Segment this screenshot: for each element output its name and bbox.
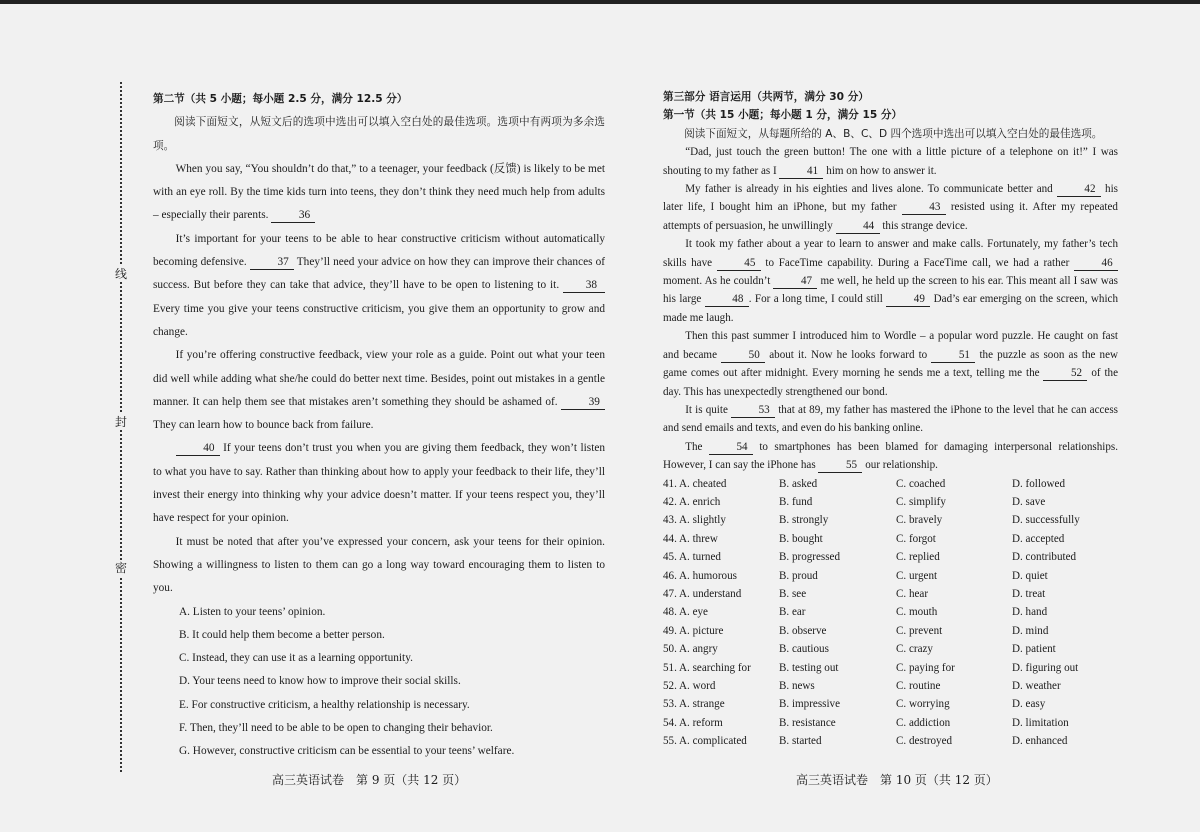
choice[interactable]: 49. A. picture [663,624,724,637]
text: our relationship. [865,459,938,472]
choice[interactable]: C. destroyed [896,735,953,748]
text: his later life, I bought him an iPhone, but my father [663,183,1118,214]
choice[interactable]: 52. A. word [663,680,716,692]
question-list [663,475,1118,751]
question-48 [663,603,1118,621]
choice[interactable]: C. addiction [896,716,951,729]
text: . For a long time, I could still [748,293,883,306]
choice[interactable]: B. asked [779,477,818,490]
blank-48[interactable]: 48 [705,292,749,307]
option-b: B. It could help them become a better person. [179,628,385,641]
choice[interactable]: 42. A. enrich [663,495,721,508]
choice[interactable]: C. bravely [896,514,943,527]
section-2-title: 第二节（共 5 小题；每小题 2.5 分，满分 12.5 分） [153,93,408,105]
question-49 [663,622,1118,640]
part-3-title: 第三部分 语言运用（共两节，满分 30 分） [663,91,869,103]
choice[interactable]: 48. A. eye [663,606,708,619]
choice[interactable]: B. cautious [779,643,829,656]
option-f: F. Then, they’ll need to be able to be open to changing their behavior. [179,722,493,735]
choice[interactable]: 54. A. reform [663,716,723,729]
choice[interactable]: B. testing out [779,661,839,674]
choice[interactable]: B. fund [779,495,813,508]
choice[interactable]: B. resistance [779,716,836,729]
blank-37[interactable]: 37 [250,255,294,270]
blank-41[interactable]: 41 [779,164,823,179]
text: If you’re offering constructive feedback, view your role as a guide. Point out what your teen did well while adding what she/he could do better next time. Besides, point out mistakes in a gentle manner. It can help them see that mistakes aren’t something they should be ashamed of. [153,349,605,408]
text: It is quite [685,403,728,416]
text: It’s important for your teens to be able to hear constructive criticism without automatically becoming defensive. [153,232,605,269]
passage-paragraph [663,401,1118,438]
binding-label-mi: 密 [112,560,130,576]
choice[interactable]: D. quiet [1012,569,1048,582]
choice[interactable]: D. patient [1012,643,1056,656]
binding-label-xian: 线 [112,266,130,282]
choice[interactable]: D. followed [1012,477,1065,490]
question-41 [663,475,1118,493]
text: It took my father about a year to learn to answer and make calls. Fortunately, my father’s tech skills have [663,238,1118,269]
page-9 [153,88,605,764]
choice[interactable]: D. figuring out [1012,661,1079,674]
question-50 [663,640,1118,658]
page-10 [663,88,1118,751]
section-1-instructions: 阅读下面短文，从每题所给的 A、B、C、D 四个选项中选出可以填入空白处的最佳选项。 [684,127,1103,140]
choice[interactable]: B. strongly [779,514,829,527]
choice[interactable]: D. contributed [1012,551,1077,564]
blank-51[interactable]: 51 [931,348,975,363]
question-55 [663,732,1118,750]
question-46 [663,567,1118,585]
passage-paragraph [153,344,605,437]
choice[interactable]: C. forgot [896,532,936,545]
choice[interactable]: C. simplify [896,495,946,508]
text: They’ll need your advice on how they can improve their chances of success. But before they can take that advice, they’ll have to be open to listening to it. [153,256,606,292]
choice[interactable]: B. news [779,680,815,692]
option-e: E. For constructive criticism, a healthy relationship is necessary. [179,698,470,711]
page-10-footer: 高三英语试卷 第 10 页（共 12 页） [796,773,998,787]
exam-sheet [0,4,1200,832]
choice[interactable]: C. paying for [896,661,955,674]
choice[interactable]: 53. A. strange [663,698,725,711]
option-a: A. Listen to your teens’ opinion. [179,605,326,618]
blank-45[interactable]: 45 [717,256,761,271]
blank-36[interactable]: 36 [271,208,315,223]
binding-label-feng: 封 [112,414,130,430]
choice[interactable]: C. hear [896,587,929,600]
choice[interactable]: 44. A. threw [663,532,718,545]
choice[interactable]: C. replied [896,551,940,564]
passage-paragraph [153,228,605,344]
text: that at 89, my father has mastered the iPhone to the level that he can access and send emails and texts, and even do his banking online. [663,403,1118,435]
blank-47[interactable]: 47 [773,274,817,289]
choice[interactable]: D. mind [1012,624,1049,637]
choice[interactable]: B. see [779,587,807,600]
passage-paragraph [663,180,1118,235]
choice[interactable]: 43. A. slightly [663,514,726,527]
choice[interactable]: D. save [1012,495,1046,508]
choice[interactable]: 45. A. turned [663,551,721,564]
passage-paragraph [663,143,1118,180]
text: resisted using it. After my repeated attempts of persuasion, he unwillingly [663,201,1118,232]
choice[interactable]: D. hand [1012,606,1048,619]
text: The [685,440,703,453]
choice[interactable]: D. weather [1012,680,1061,692]
text: him on how to answer it. [826,164,937,177]
section-1-title: 第一节（共 15 小题；每小题 1 分，满分 15 分） [663,109,903,122]
question-42 [663,493,1118,511]
choice[interactable]: D. enhanced [1012,735,1068,748]
text: me well, he held up the screen to his ear. This meant all I saw was his large [663,275,1118,306]
choice[interactable]: B. started [779,735,822,748]
choice[interactable]: 47. A. understand [663,587,742,600]
text: of the day. This has unexpectedly strengthened our bond. [663,367,1119,398]
choice[interactable]: C. worrying [896,698,950,711]
passage-paragraph [663,438,1118,475]
text: If your teens don’t trust you when you are giving them feedback, they won’t listen to what you have to say. Rather than thinking about how to apply your feedback to their life, they’ll invest their energy into thinking why your advice doesn’t matter. If your teens respect you, they’ll have respect for your opinion. [153,442,605,525]
choice[interactable]: D. treat [1012,587,1046,600]
question-45 [663,548,1118,566]
blank-52[interactable]: 52 [1043,366,1087,381]
blank-50[interactable]: 50 [721,348,765,363]
blank-40[interactable]: 40 [176,441,220,456]
option-g: G. However, constructive criticism can be essential to your teens’ welfare. [179,745,515,758]
passage-paragraph [153,158,605,228]
choice[interactable]: D. accepted [1012,532,1065,545]
blank-49[interactable]: 49 [886,292,930,307]
blank-54[interactable]: 54 [709,440,753,455]
choice[interactable]: B. observe [779,624,827,637]
choice[interactable]: C. coached [896,477,946,490]
choice[interactable]: D. successfully [1012,514,1080,527]
text: moment. As he couldn’t [663,275,771,288]
choice[interactable]: C. urgent [896,569,938,582]
question-54 [663,714,1118,732]
choice[interactable]: C. crazy [896,643,933,656]
option-d: D. Your teens need to know how to improve their social skills. [179,675,461,688]
text: They can learn how to bounce back from failure. [153,419,374,432]
option-c: C. Instead, they can use it as a learning opportunity. [179,652,413,665]
text: about it. Now he looks forward to [769,348,928,361]
blank-42[interactable]: 42 [1057,182,1101,197]
text: to FaceTime capability. During a FaceTime call, we had a rather [765,256,1070,269]
passage-paragraph: It must be noted that after you’ve expressed your concern, ask your teens for their opinion. Showing a willingness to listen to them can go a long way toward encouraging them to listen to you. [153,535,605,595]
text: this strange device. [882,219,968,232]
section-2-instructions: 阅读下面短文，从短文后的选项中选出可以填入空白处的最佳选项。选项中有两项为多余选项。 [153,116,605,152]
passage-paragraph [153,437,605,530]
text: My father is already in his eighties and lives alone. To communicate better and [685,183,1053,196]
text: Dad’s ear emerging on the screen, which made me laugh. [663,293,1118,324]
blank-53[interactable]: 53 [731,403,775,418]
blank-39[interactable]: 39 [561,395,605,410]
text: When you say, “You shouldn’t do that,” to a teenager, your feedback (反馈) is likely to be met with an eye roll. By the time kids turn into teens, they don’t think they need much help from adults – especially their parents. [153,162,605,222]
question-51 [663,659,1118,677]
choice[interactable]: B. bought [779,532,823,545]
blank-46[interactable]: 46 [1074,256,1118,271]
passage-paragraph [663,327,1118,401]
blank-38[interactable]: 38 [563,278,605,293]
choice[interactable]: B. proud [779,569,818,582]
choice[interactable]: 50. A. angry [663,643,718,656]
blank-44[interactable]: 44 [836,219,880,234]
passage-paragraph [663,235,1118,327]
text: to smartphones has been blamed for damaging interpersonal relationships. However, I can say the iPhone has [663,440,1119,472]
choice[interactable]: C. mouth [896,606,938,619]
question-44 [663,530,1118,548]
text: Then this past summer I introduced him to Wordle – a popular word puzzle. He caught on fast and became [663,330,1118,361]
text: Every time you give your teens constructive criticism, you give them an opportunity to grow and change. [153,302,605,338]
blank-43[interactable]: 43 [902,200,946,215]
blank-55[interactable]: 55 [818,458,862,473]
choice[interactable]: 51. A. searching for [663,661,751,674]
choice[interactable]: C. routine [896,680,941,692]
choice[interactable]: 41. A. cheated [663,477,727,490]
question-43 [663,511,1118,529]
choice[interactable]: D. easy [1012,698,1046,711]
question-47 [663,585,1118,603]
choice[interactable]: B. impressive [779,698,841,711]
text: the puzzle as soon as the new game comes out after midnight. Every morning he sends me a text, telling me the [663,348,1119,380]
choice[interactable]: 55. A. complicated [663,735,747,748]
choice[interactable]: B. ear [779,606,806,619]
choice[interactable]: C. prevent [896,624,943,637]
choice[interactable]: 46. A. humorous [663,569,737,582]
choice[interactable]: D. limitation [1012,716,1069,729]
question-52 [663,677,1118,695]
question-53 [663,695,1118,713]
text: “Dad, just touch the green button! The one with a little picture of a telephone on it!” I was shouting to my father as I [663,146,1118,177]
choice[interactable]: B. progressed [779,551,841,564]
page-9-footer: 高三英语试卷 第 9 页（共 12 页） [272,773,467,787]
